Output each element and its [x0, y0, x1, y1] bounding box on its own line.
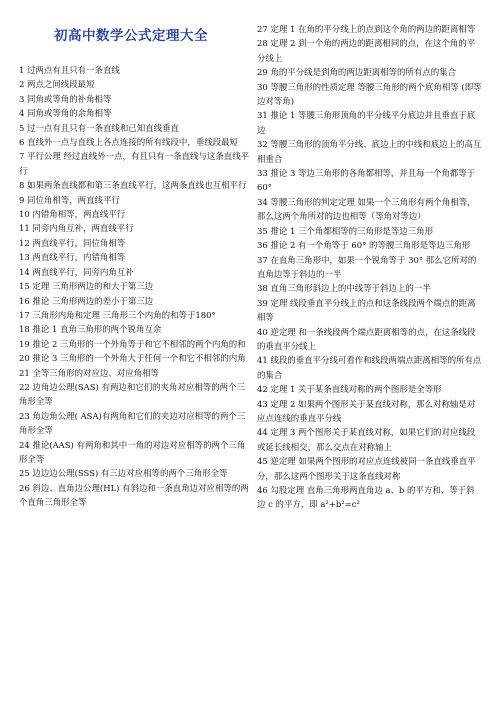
theorem-item: 33 推论 3 等边三角形的各角都相等，并且每一个角都等于 60° — [257, 168, 476, 193]
theorem-item: 40 逆定理 和一条线段两个端点距离相等的点，在这条线段的垂直平分线上 — [257, 326, 476, 351]
theorem-item: 5 过一点有且只有一条直线和已知直线垂直 — [19, 122, 179, 133]
document-title: 初高中数学公式定理大全 — [54, 28, 208, 44]
theorem-item: 34 等腰三角形的判定定理 如果一个三角形有两个角相等，那么这两个角所对的边也相等（等角对等边） — [257, 196, 476, 222]
theorem-item: 28 定理 2 到一个角的两边的距离相同的点，在这个角的平分线上 — [257, 38, 476, 63]
theorem-item: 37 在直角三角形中，如果一个锐角等于 30° 那么它所对的直角边等于斜边的一半 — [257, 254, 477, 279]
theorem-item: 12 两直线平行，同位角相等 — [19, 237, 126, 248]
theorem-item: 44 定理 3 两个图形关于某直线对称，如果它们的对应线段或延长线相交，那么交点在对称轴上 — [257, 427, 476, 452]
left-column — [19, 0, 251, 510]
theorem-item: 19 推论 2 三角形的一个外角等于和它不相邻的两个内角的和 — [19, 338, 246, 349]
right-theorem-list — [257, 22, 482, 512]
theorem-item: 8 如果两条直线都和第三条直线平行，这两条直线也互相平行 — [19, 180, 247, 191]
theorem-item: 22 边角边公理(SAS) 有两边和它们的夹角对应相等的两个三角形全等 — [19, 381, 245, 407]
theorem-item: 9 同位角相等，两直线平行 — [19, 194, 120, 205]
theorem-item: 43 定理 2 如果两个图形关于某直线对称，那么对称轴是对应点连线的垂直平分线 — [257, 398, 476, 423]
theorem-item: 7 平行公理 经过直线外一点，有且只有一条直线与这条直线平行 — [19, 151, 250, 176]
theorem-item: 39 定理 线段垂直平分线上的点和这条线段两个端点的距离相等 — [257, 297, 476, 323]
theorem-item: 31 推论 1 等腰三角形顶角的平分线平分底边并且垂直于底边 — [257, 110, 476, 135]
theorem-item: 23 角边角公理( ASA)有两角和它们的夹边对应相等的两个三角形全等 — [19, 410, 246, 436]
theorem-item: 24 推论(AAS) 有两角和其中一角的对边对应相等的两个三角形全等 — [19, 439, 246, 464]
theorem-item: 15 定理 三角形两边的和大于第三边 — [19, 281, 154, 292]
theorem-item: 10 内错角相等，两直线平行 — [19, 209, 126, 220]
theorem-item: 41 线段的垂直平分线可看作和线段两端点距离相等的所有点的集合 — [257, 355, 482, 380]
theorem-item: 32 等腰三角形的顶角平分线、底边上的中线和底边上的高互相重合 — [257, 139, 482, 164]
theorem-item: 18 推论 1 直角三角形的两个锐角互余 — [19, 324, 162, 335]
theorem-item: 42 定理 1 关于某条直线对称的两个图形是全等形 — [257, 384, 442, 395]
theorem-item: 45 逆定理 如果两个图形的对应点连线被同一条直线垂直平分，那么这两个图形关于这条直线对称 — [257, 456, 476, 481]
theorem-item: 29 角的平分线是到角的两边距离相等的所有点的集合 — [257, 67, 457, 78]
theorem-item: 13 两直线平行，内错角相等 — [19, 252, 126, 263]
theorem-item: 2 两点之间线段最短 — [19, 79, 95, 90]
theorem-item: 20 推论 3 三角形的一个外角大于任何一个和它不相邻的内角 — [19, 353, 246, 364]
theorem-item: 14 两直线平行，同旁内角互补 — [19, 266, 134, 277]
theorem-item: 4 同角或等角的余角相等 — [19, 108, 112, 119]
right-column — [257, 0, 482, 512]
theorem-item: 17 三角形内角和定理 三角形三个内角的和等于180° — [19, 309, 216, 320]
theorem-item: 35 推论 1 三个角都相等的三角形是等边三角形 — [257, 225, 434, 236]
theorem-item: 27 定理 1 在角的平分线上的点到这个角的两边的距离相等 — [257, 24, 476, 34]
theorem-item: 16 推论 三角形两边的差小于第三边 — [19, 295, 154, 306]
theorem-item: 25 边边边公理(SSS) 有三边对应相等的两个三角形全等 — [19, 468, 228, 479]
theorem-item: 38 直角三角形斜边上的中线等于斜边上的一半 — [257, 283, 431, 294]
theorem-item: 26 斜边、直角边公理(HL) 有斜边和一条直角边对应相等的两个直角三角形全等 — [19, 482, 249, 508]
theorem-item: 21 全等三角形的对应边、对应角相等 — [19, 367, 159, 378]
theorem-item: 36 推论 2 有一个角等于 60° 的等腰三角形是等边三角形 — [257, 240, 471, 251]
theorem-item: 3 同角或等角的补角相等 — [19, 93, 112, 104]
theorem-item: 11 同旁内角互补，两直线平行 — [19, 223, 134, 234]
left-theorem-list — [19, 63, 251, 510]
theorem-item: 6 直线外一点与直线上各点连接的所有线段中，垂线段最短 — [19, 137, 238, 148]
theorem-item: 30 等腰三角形的性质定理 等腰三角形的两个底角相等 (即等边对等角) — [257, 81, 482, 107]
theorem-item: 46 勾股定理 直角三角形两直角边 a、b 的平方和、等于斜边 c 的平方，即 a²+b²=c² — [257, 485, 475, 510]
theorem-item: 1 过两点有且只有一条直线 — [19, 65, 120, 75]
